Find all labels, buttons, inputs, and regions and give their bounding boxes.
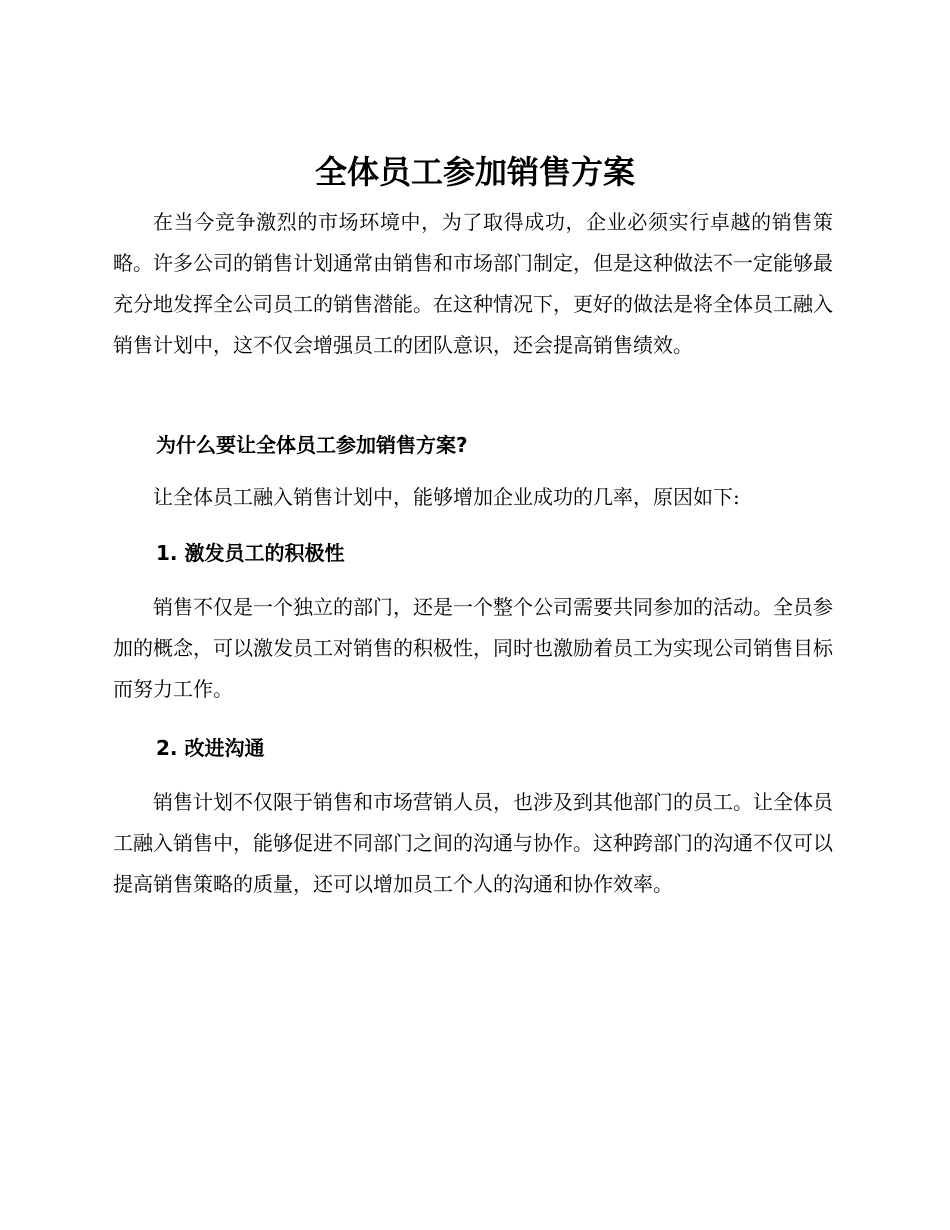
section1-heading: 1. 激发员工的积极性 [156,541,345,565]
why-heading: 为什么要让全体员工参加销售方案? [156,433,468,457]
document-title: 全体员工参加销售方案 [314,153,635,191]
section2-paragraph: 销售计划不仅限于销售和市场营销人员，也涉及到其他部门的员工。让全体员工融入销售中，能够促进不同部门之间的沟通与协作。这种跨部门的沟通不仅可以提高销售策略的质量，还可以增加员工个人的沟通和协作效率。 [113,790,833,896]
why-paragraph: 让全体员工融入销售计划中，能够增加企业成功的几率，原因如下: [153,485,740,509]
intro-paragraph: 在当今竞争激烈的市场环境中，为了取得成功，企业必须实行卓越的销售策略。许多公司的销售计划通常由销售和市场部门制定，但是这种做法不一定能够最充分地发挥全公司员工的销售潜能。在这种情况下，更好的做法是将全体员工融入销售计划中，这不仅会增强员工的团队意识，还会提高销售绩效。 [113,210,833,357]
section2-heading: 2. 改进沟通 [156,736,265,760]
section1-paragraph: 销售不仅是一个独立的部门，还是一个整个公司需要共同参加的活动。全员参加的概念，可以激发员工对销售的积极性，同时也激励着员工为实现公司销售目标而努力工作。 [113,595,833,701]
